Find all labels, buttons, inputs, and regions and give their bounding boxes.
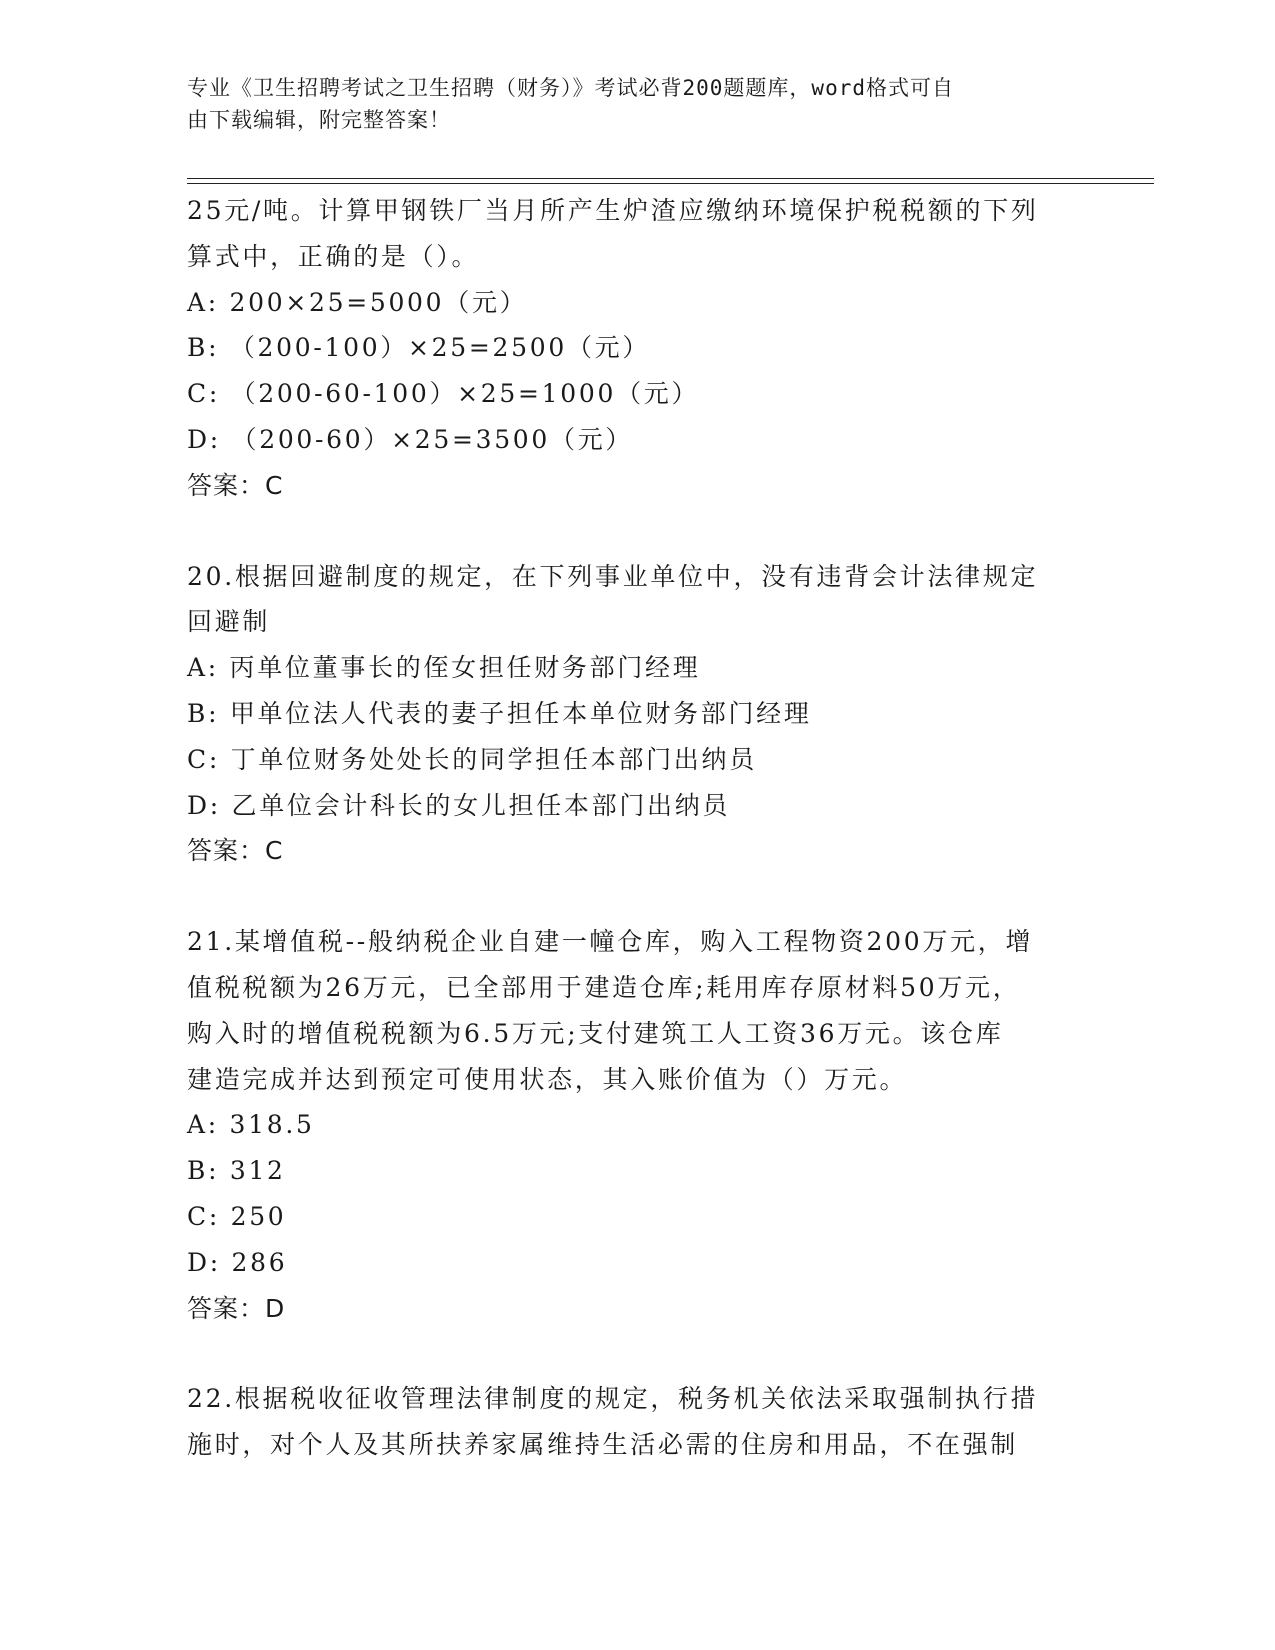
question-stem-line: 回避制 [187, 607, 271, 637]
option-c: C: 丁单位财务处处长的同学担任本部门出纳员 [187, 744, 757, 774]
answer-label: 答案：D [187, 1293, 286, 1323]
header-title-line-1: 专业《卫生招聘考试之卫生招聘（财务）》考试必背200题题库，word格式可自 [187, 76, 954, 100]
option-b: B: 312 [187, 1156, 286, 1186]
question-stem-line: 施时，对个人及其所扶养家属维持生活必需的住房和用品，不在强制 [187, 1430, 1019, 1460]
question-stem-line: 21.某增值税--般纳税企业自建一幢仓库，购入工程物资200万元，增 [187, 927, 1034, 957]
header-rule-top [187, 178, 1154, 179]
question-stem-line: 建造完成并达到预定可使用状态，其入账价值为（）万元。 [187, 1064, 908, 1094]
question-20 [187, 554, 1087, 875]
option-a: A: 318.5 [187, 1110, 315, 1140]
header-title-line-2: 由下载编辑，附完整答案！ [187, 108, 451, 132]
question-19 [187, 188, 1087, 509]
question-stem-line: 25元/吨。计算甲钢铁厂当月所产生炉渣应缴纳环境保护税税额的下列 [187, 196, 1039, 225]
question-21 [187, 919, 1087, 1331]
header-rule-bottom [187, 183, 1154, 184]
option-d: D: 286 [187, 1247, 288, 1277]
answer-label: 答案：C [187, 470, 284, 500]
question-stem-line: 20.根据回避制度的规定，在下列事业单位中，没有违背会计法律规定 [187, 561, 1039, 591]
option-d: D: 乙单位会计科长的女儿担任本部门出纳员 [187, 790, 731, 820]
option-c: C: （200-60-100）×25=1000（元） [187, 379, 700, 409]
question-spacer [187, 509, 1087, 554]
answer-label: 答案：C [187, 836, 284, 866]
question-stem-line: 算式中，正确的是（）。 [187, 241, 480, 271]
document-body [187, 188, 1087, 1468]
question-stem-line: 22.根据税收征收管理法律制度的规定，税务机关依法采取强制执行措 [187, 1384, 1039, 1414]
option-c: C: 250 [187, 1201, 287, 1231]
question-stem-line: 购入时的增值税税额为6.5万元;支付建筑工人工资36万元。该仓库 [187, 1018, 1004, 1048]
document-header [187, 72, 1067, 136]
option-b: B: 甲单位法人代表的妻子担任本单位财务部门经理 [187, 698, 812, 728]
question-spacer [187, 874, 1087, 919]
option-a: A: 丙单位董事长的侄女担任财务部门经理 [187, 653, 701, 683]
question-22 [187, 1376, 1087, 1468]
question-spacer [187, 1331, 1087, 1376]
option-d: D: （200-60）×25=3500（元） [187, 424, 634, 454]
question-stem-line: 值税税额为26万元，已全部用于建造仓库;耗用库存原材料50万元， [187, 972, 1021, 1002]
option-a: A: 200×25=5000（元） [187, 287, 528, 317]
option-b: B: （200-100）×25=2500（元） [187, 333, 651, 363]
